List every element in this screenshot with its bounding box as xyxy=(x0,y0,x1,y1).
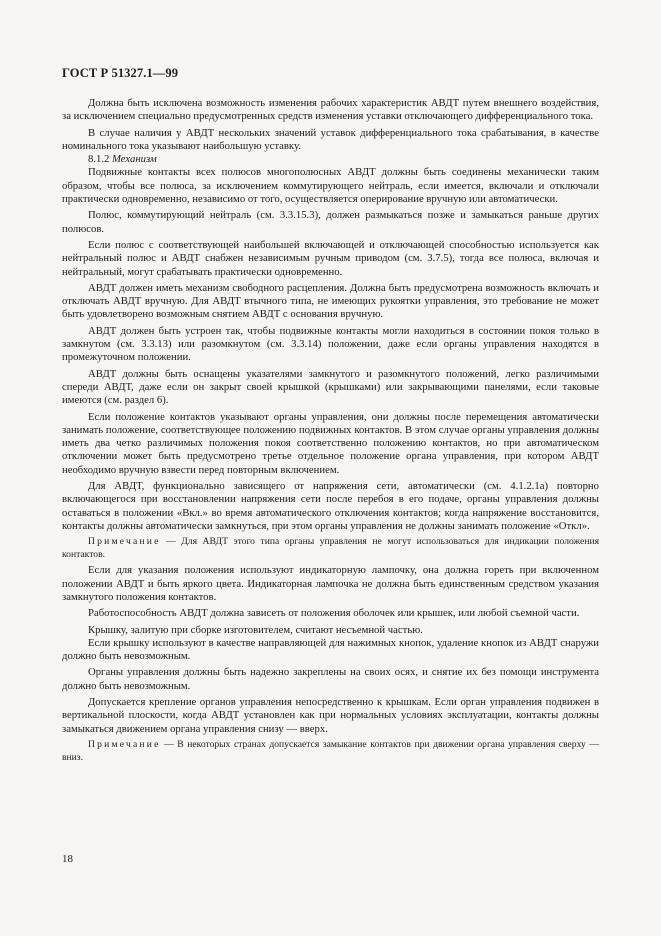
paragraph: Работоспособность АВДТ должна зависеть от положения оболочек или крышек, или любой съемной части. xyxy=(88,607,580,620)
paragraph: Полюс, коммутирующий нейтраль (см. 3.3.15.3), должен размыкаться позже и замыкаться раньше других полюсов. xyxy=(62,209,599,235)
paragraph: Крышку, залитую при сборке изготовителем, считают несъемной частью. xyxy=(88,623,423,636)
paragraph: АВДТ должен быть устроен так, чтобы подвижные контакты могли находиться в состоянии покоя только в замкнутом (см. 3.3.13) или разомкнутом (см. 3.3.14) положении, даже если органы управления находятся в промежуточном положении. xyxy=(62,324,599,364)
paragraph: АВДТ должен иметь механизм свободного расцепления. Должна быть предусмотрена возможность включать и отключать АВДТ вручную. Для АВДТ втычного типа, не имеющих рукоятки управления, это требование не может быть удовлетворено возможным снятием АВДТ с основания вручную. xyxy=(62,281,599,321)
paragraph: АВДТ должны быть оснащены указателями замкнутого и разомкнутого положений, легко различимыми спереди АВДТ, даже если он закрыт своей крышкой (крышками) или закрывающими панелями, если таковые имеются (см. раздел 6). xyxy=(62,367,599,407)
note-text: — В некоторых странах допускается замыкание контактов при движении органа управления сверху — вниз. xyxy=(62,738,599,763)
note xyxy=(62,739,599,764)
document-header: ГОСТ Р 51327.1—99 xyxy=(62,66,179,80)
paragraph: Для АВДТ, функционально зависящего от напряжения сети, автоматически (см. 4.1.2.1а) повторно включающегося при восстановлении напряжения сети после перебоя в его подаче, органы управления должны оставаться в положении «Вкл.» во время автоматического отключения контактов; когда напряжение восстановится, контакты должны автоматически замкнуться, при этом органы управления не должны занимать положение «Откл». xyxy=(62,480,599,532)
paragraph: Должна быть исключена возможность изменения рабочих характеристик АВДТ путем внешнего воздействия, за исключением специально предусмотренных средств изменения уставки отключающего дифференциального тока. xyxy=(62,97,599,123)
paragraph: Если полюс с соответствующей наибольшей включающей и отключающей способностью используется как нейтральный полюс и АВДТ снабжен независимым ручным приводом (см. 3.7.5), тогда все полюса, включая и нейтральный, могут срабатывать практически одновременно. xyxy=(62,238,599,278)
section-title: Механизм xyxy=(112,153,157,166)
section-heading xyxy=(62,153,599,166)
paragraph: Если крышку используют в качестве направляющей для нажимных кнопок, удаление кнопок из АВДТ снаружи должно быть невозможным. xyxy=(62,636,599,663)
paragraph: Если положение контактов указывают органы управления, они должны после перемещения автоматически занимать положение, соответствующее положению подвижных контактов. В этом случае органы управления должны иметь два четко различимых положения покоя соответственно положению контактов, но при автоматическом отключении может быть предусмотрено третье отдельное положение органа управления, при котором АВДТ необходимо вручную взвести перед повторным включением. xyxy=(62,410,599,476)
note xyxy=(62,536,599,561)
section-number: 8.1.2 xyxy=(88,153,110,166)
paragraph: Если для указания положения используют индикаторную лампочку, она должна гореть при включенном положении АВДТ и быть яркого цвета. Индикаторная лампочка не должна быть единственным средством указания замкнутого положения контактов. xyxy=(62,564,599,603)
note-label: Примечание xyxy=(88,738,161,750)
paragraph: Допускается крепление органов управления непосредственно к крышкам. Если орган управления подвижен в вертикальной плоскости, когда АВДТ установлен как при нормальных условиях эксплуатации, контакты должны замыкаться движением органа управления снизу — вверх. xyxy=(62,696,599,735)
note-text: — Для АВДТ этого типа органы управления не могут использоваться для индикации положения контактов. xyxy=(62,536,599,560)
page-number: 18 xyxy=(62,853,73,865)
paragraph: Подвижные контакты всех полюсов многополюсных АВДТ должны быть соединены механически таким образом, чтобы все полюса, за исключением коммутирующего нейтраль, если имеется, включали и отключали практически одновременно, независимо от того, осуществляется оперирование вручную или автоматически. xyxy=(62,166,599,206)
note-label: Примечание xyxy=(88,536,161,548)
document-body xyxy=(62,97,599,767)
paragraph: В случае наличия у АВДТ нескольких значений уставок дифференциального тока срабатывания, в качестве номинального тока указывают наибольшую уставку. xyxy=(62,126,599,152)
paragraph: Органы управления должны быть надежно закреплены на своих осях, и снятие их без помощи инструмента должно быть невозможным. xyxy=(62,666,599,692)
